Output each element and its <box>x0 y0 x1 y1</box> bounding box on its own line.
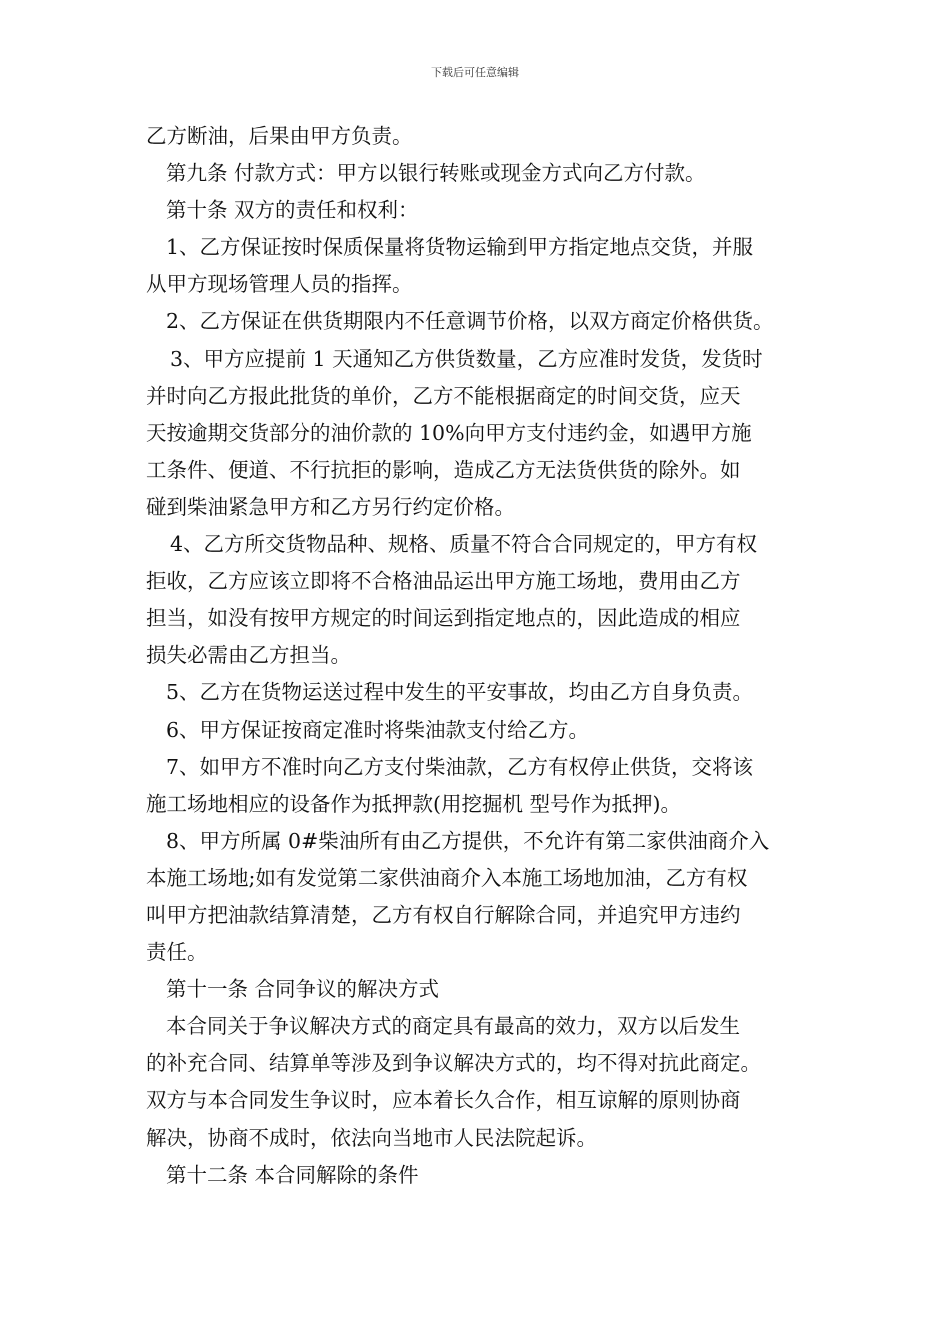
list-item: 3、甲方应提前 1 天通知乙方供货数量，乙方应准时发货，发货时 <box>170 346 763 371</box>
list-item: 1、乙方保证按时保质保量将货物运输到甲方指定地点交货，并服 <box>166 235 754 260</box>
text-line: 施工场地相应的设备作为抵押款(用挖掘机 型号作为抵押)。 <box>146 791 682 816</box>
text-line: 乙方断油，后果由甲方负责。 <box>146 124 413 148</box>
list-item: 5、乙方在货物运送过程中发生的平安事故，均由乙方自身负责。 <box>166 680 754 705</box>
text-line: 解决，协商不成时，依法向当地市人民法院起诉。 <box>146 1125 597 1150</box>
text-line: 本施工场地;如有发觉第二家供油商介入本施工场地加油，乙方有权 <box>146 865 748 890</box>
text-line: 叫甲方把油款结算清楚，乙方有权自行解除合同，并追究甲方违约 <box>146 902 741 927</box>
text-line: 责任。 <box>146 940 208 965</box>
list-item: 8、甲方所属 0#柴油所有由乙方提供，不允许有第二家供油商介入 <box>166 828 770 853</box>
text-line: 担当，如没有按甲方规定的时间运到指定地点的，因此造成的相应 <box>146 606 741 631</box>
text-line: 天按逾期交货部分的油价款的 10%向甲方支付违约金，如遇甲方施 <box>146 420 752 445</box>
text-line: 从甲方现场管理人员的指挥。 <box>146 272 413 297</box>
text-line: 双方与本合同发生争议时，应本着长久合作，相互谅解的原则协商 <box>146 1088 741 1113</box>
list-item: 4、乙方所交货物品种、规格、质量不符合合同规定的，甲方有权 <box>170 532 758 557</box>
text-line: 工条件、便道、不行抗拒的影响，造成乙方无法货供货的除外。如 <box>146 457 741 482</box>
article-heading: 第十条 双方的责任和权利： <box>166 198 419 223</box>
list-item: 7、如甲方不准时向乙方支付柴油款，乙方有权停止供货，交将该 <box>166 754 754 779</box>
text-line: 损失必需由乙方担当。 <box>146 643 351 668</box>
text-line: 并时向乙方报此批货的单价，乙方不能根据商定的时间交货，应天 <box>146 383 741 408</box>
article-heading: 第十二条 本合同解除的条件 <box>166 1162 419 1187</box>
page-header: 下载后可任意编辑 <box>431 66 519 79</box>
text-line: 拒收，乙方应该立即将不合格油品运出甲方施工场地，费用由乙方 <box>146 569 741 594</box>
list-item: 2、乙方保证在供货期限内不任意调节价格，以双方商定价格供货。 <box>166 309 774 334</box>
article-heading: 第十一条 合同争议的解决方式 <box>166 977 440 1002</box>
article-heading: 第九条 付款方式：甲方以银行转账或现金方式向乙方付款。 <box>166 161 706 186</box>
text-line: 的补充合同、结算单等涉及到争议解决方式的，均不得对抗此商定。 <box>146 1051 761 1076</box>
text-line: 碰到柴油紧急甲方和乙方另行约定价格。 <box>146 494 515 519</box>
list-item: 6、甲方保证按商定准时将柴油款支付给乙方。 <box>166 717 590 742</box>
paragraph-start: 本合同关于争议解决方式的商定具有最高的效力，双方以后发生 <box>166 1014 740 1039</box>
document-body <box>146 118 826 1194</box>
